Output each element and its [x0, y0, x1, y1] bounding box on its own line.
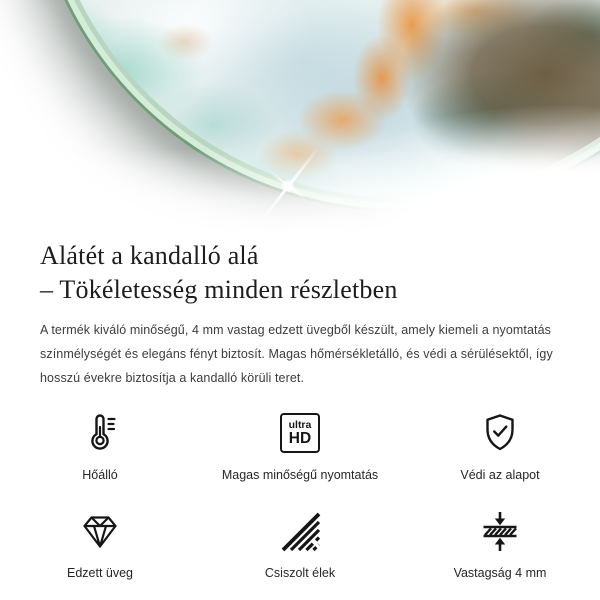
feature-heat-resistant [0, 410, 200, 482]
product-photo [0, 0, 600, 232]
product-description: A termék kiváló minőségű, 4 mm vastag edzett üvegből készült, amely kiemeli a nyomtatás színmélységét és elegáns fényt biztosít. Magas hőmérsékletálló, és védi a sérülésektől, így hosszú évekre biztosítja a kandalló körüli teret. [40, 323, 553, 385]
feature-label: Magas minőségű nyomtatás [221, 468, 379, 482]
diamond-icon [78, 508, 122, 554]
shield-check-icon [478, 410, 522, 456]
features-grid [0, 410, 600, 580]
feature-tempered-glass [0, 508, 200, 580]
feature-protects-base [400, 410, 600, 482]
feature-thickness [400, 508, 600, 580]
thermometer-icon [78, 410, 122, 456]
thickness-icon [478, 508, 522, 554]
feature-polished-edges [200, 508, 400, 580]
feature-label: Csiszolt élek [264, 566, 336, 580]
page-title-line2: – Tökéletesség minden részletben [40, 275, 398, 304]
page-title [40, 239, 560, 307]
feature-label: Védi az alapot [460, 468, 540, 482]
feature-label: Hőálló [82, 468, 118, 482]
feature-high-quality-print [200, 410, 400, 482]
ultra-hd-icon: ultra HD [280, 410, 320, 456]
polished-edges-icon [278, 508, 322, 554]
page-title-line1: Alátét a kandalló alá [40, 241, 259, 270]
feature-label: Vastagság 4 mm [453, 566, 547, 580]
feature-label: Edzett üveg [66, 566, 133, 580]
